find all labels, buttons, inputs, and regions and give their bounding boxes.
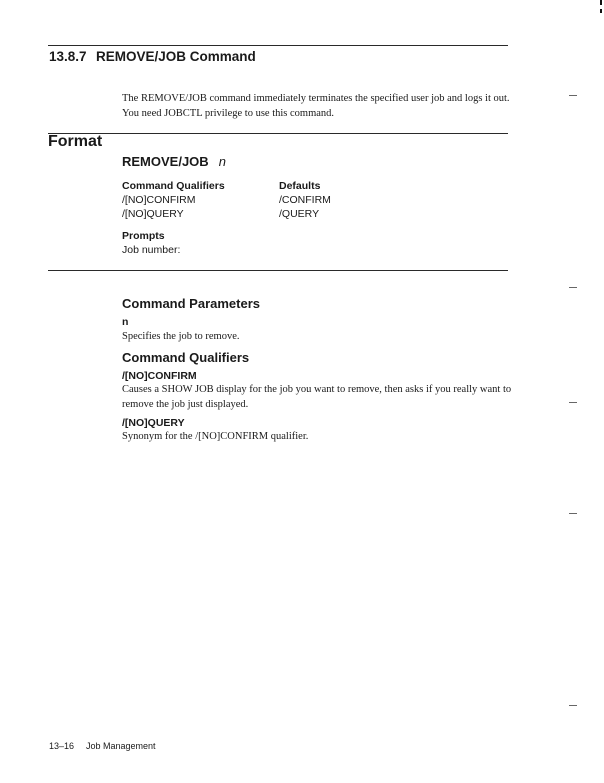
section-rule	[48, 45, 508, 46]
qualifier-name: /[NO]QUERY	[122, 417, 185, 429]
command-syntax	[122, 154, 226, 169]
parameter-name: n	[122, 316, 129, 328]
page-number: 13–16	[49, 741, 75, 751]
section-title	[49, 49, 256, 64]
qualifier-name: /[NO]CONFIRM	[122, 370, 197, 382]
qualifier-item: /[NO]QUERY	[122, 208, 184, 220]
qualifiers-header: Command Qualifiers	[122, 180, 225, 192]
qualifiers-heading: Command Qualifiers	[122, 350, 250, 365]
margin-mark	[569, 287, 577, 288]
section-number: 13.8.7	[49, 49, 87, 64]
default-item: /CONFIRM	[279, 194, 331, 206]
margin-mark	[569, 402, 577, 403]
margin-mark	[569, 513, 577, 514]
prompts-block	[122, 229, 180, 257]
format-heading: Format	[48, 133, 103, 150]
parameters-heading: Command Parameters	[122, 296, 260, 311]
intro-paragraph: The REMOVE/JOB command immediately terminates the specified user job and logs it out. You need JOBCTL privilege to use this command.	[122, 93, 510, 119]
page-footer	[49, 741, 156, 751]
defaults-header: Defaults	[279, 180, 321, 192]
chapter-title: Job Management	[86, 741, 156, 751]
qualifiers-column	[122, 179, 225, 221]
parameters-rule	[48, 270, 508, 271]
qualifier-description: Causes a SHOW JOB display for the job you want to remove, then asks if you really want to remove the job just displayed.	[122, 384, 512, 410]
corner-mark	[600, 9, 602, 13]
command-parameter: n	[218, 154, 226, 169]
format-rule	[48, 133, 508, 134]
defaults-column	[279, 179, 331, 221]
default-item: /QUERY	[279, 208, 320, 220]
margin-mark	[569, 705, 577, 706]
margin-mark	[569, 95, 577, 96]
prompt-item: Job number:	[122, 244, 181, 256]
corner-mark	[600, 0, 602, 5]
qualifier-item: /[NO]CONFIRM	[122, 194, 196, 206]
parameter-description: Specifies the job to remove.	[122, 331, 240, 342]
section-title-text: REMOVE/JOB Command	[96, 49, 256, 64]
prompts-header: Prompts	[122, 230, 165, 242]
qualifier-description: Synonym for the /[NO]CONFIRM qualifier.	[122, 431, 309, 442]
command-name: REMOVE/JOB	[122, 154, 209, 169]
